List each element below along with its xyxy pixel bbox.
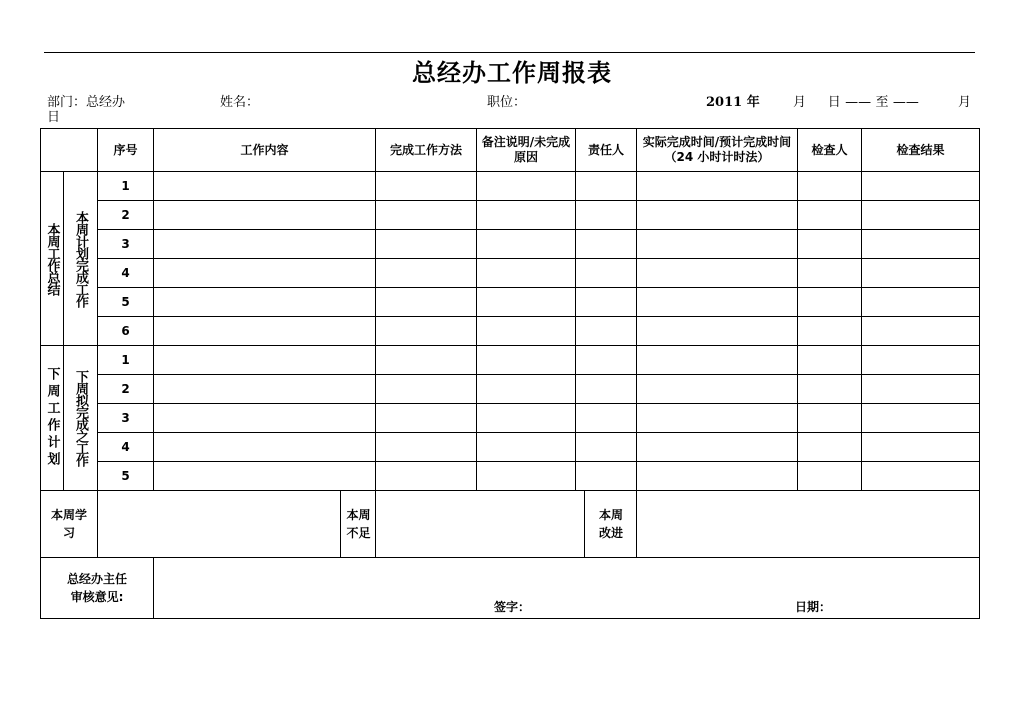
cell-result[interactable]: [862, 317, 980, 346]
cell-time[interactable]: [637, 230, 798, 259]
next-week-outer-cell: [41, 346, 64, 491]
cell-time[interactable]: [637, 288, 798, 317]
department-label: 部门：总经办: [47, 95, 126, 110]
table-row: [41, 346, 980, 375]
cell-checker[interactable]: [798, 259, 862, 288]
header-method: 完成工作方法: [376, 129, 477, 172]
study-label: 本周学习: [51, 508, 88, 540]
cell-result[interactable]: [862, 230, 980, 259]
cell-method[interactable]: [376, 230, 477, 259]
cell-owner[interactable]: [576, 201, 637, 230]
cell-method[interactable]: [376, 172, 477, 201]
cell-remarks[interactable]: [477, 201, 576, 230]
cell-checker[interactable]: [798, 172, 862, 201]
weekly-reflection-row: [41, 491, 980, 558]
cell-time[interactable]: [637, 317, 798, 346]
cell-content[interactable]: [154, 433, 376, 462]
cell-owner[interactable]: [576, 462, 637, 491]
cell-remarks[interactable]: [477, 462, 576, 491]
row-number: 5: [98, 462, 154, 491]
review-input[interactable]: [154, 558, 980, 619]
cell-checker[interactable]: [798, 230, 862, 259]
header-checker: 检查人: [798, 129, 862, 172]
cell-owner[interactable]: [576, 433, 637, 462]
header-time: 实际完成时间/预计完成时间（24 小时计时法）: [637, 129, 798, 172]
cell-method[interactable]: [376, 462, 477, 491]
header-blank-cell: [41, 129, 98, 172]
cell-result[interactable]: [862, 172, 980, 201]
improve-label: 本周改进: [598, 508, 623, 540]
cell-owner[interactable]: [576, 404, 637, 433]
cell-method[interactable]: [376, 259, 477, 288]
name-label: 姓名：: [220, 95, 260, 110]
cell-time[interactable]: [637, 433, 798, 462]
next-week-inner-cell: [64, 346, 98, 491]
cell-remarks[interactable]: [477, 404, 576, 433]
cell-content[interactable]: [154, 259, 376, 288]
cell-time[interactable]: [637, 346, 798, 375]
shortfall-input[interactable]: [376, 491, 637, 558]
row-number: 1: [98, 172, 154, 201]
header-remarks: 备注说明/未完成原因: [477, 129, 576, 172]
table-row: [41, 259, 980, 288]
table-row: [41, 288, 980, 317]
header-row: [41, 129, 980, 172]
cell-method[interactable]: [376, 404, 477, 433]
study-input[interactable]: [98, 491, 376, 558]
cell-checker[interactable]: [798, 375, 862, 404]
improve-input[interactable]: [637, 491, 980, 558]
table-row: [41, 317, 980, 346]
cell-checker[interactable]: [798, 462, 862, 491]
cell-remarks[interactable]: [477, 346, 576, 375]
cell-content[interactable]: [154, 346, 376, 375]
cell-method[interactable]: [376, 375, 477, 404]
cell-method[interactable]: [376, 433, 477, 462]
cell-remarks[interactable]: [477, 375, 576, 404]
row-number: 3: [98, 230, 154, 259]
table-row: [41, 404, 980, 433]
cell-owner[interactable]: [576, 346, 637, 375]
cell-checker[interactable]: [798, 433, 862, 462]
cell-result[interactable]: [862, 462, 980, 491]
review-label: 总经办主任审核意见:: [66, 572, 127, 604]
cell-method[interactable]: [376, 346, 477, 375]
cell-result[interactable]: [862, 433, 980, 462]
this-week-outer-cell: [41, 172, 64, 346]
cell-checker[interactable]: [798, 201, 862, 230]
shortfall-label-cell: [340, 491, 376, 557]
cell-time[interactable]: [637, 172, 798, 201]
table-row: [41, 462, 980, 491]
this-week-inner-cell: [64, 172, 98, 346]
this-week-plan-label: 本周计划完成工作: [73, 210, 88, 307]
cell-owner[interactable]: [576, 230, 637, 259]
improve-label-cell: [584, 491, 637, 557]
cell-result[interactable]: [862, 375, 980, 404]
cell-checker[interactable]: [798, 404, 862, 433]
cell-content[interactable]: [154, 462, 376, 491]
cell-remarks[interactable]: [477, 433, 576, 462]
cell-method[interactable]: [376, 288, 477, 317]
study-label-cell: [41, 491, 98, 558]
cell-time[interactable]: [637, 375, 798, 404]
date-range-label: 月 日——至—— 月: [793, 95, 971, 110]
cell-time[interactable]: [637, 201, 798, 230]
shortfall-label: 本周不足: [346, 508, 371, 540]
cell-time[interactable]: [637, 462, 798, 491]
cell-result[interactable]: [862, 346, 980, 375]
date-range-label-wrap: 日: [47, 110, 61, 125]
weekly-report-table: [40, 128, 980, 619]
cell-content[interactable]: [154, 172, 376, 201]
cell-content[interactable]: [154, 288, 376, 317]
cell-content[interactable]: [154, 201, 376, 230]
header-result: 检查结果: [862, 129, 980, 172]
cell-checker[interactable]: [798, 288, 862, 317]
position-label: 职位：: [487, 95, 527, 110]
header-owner: 责任人: [576, 129, 637, 172]
review-label-cell: [41, 558, 154, 619]
table-row: [41, 201, 980, 230]
cell-remarks[interactable]: [477, 288, 576, 317]
cell-content[interactable]: [154, 230, 376, 259]
cell-remarks[interactable]: [477, 317, 576, 346]
review-row: [41, 558, 980, 619]
cell-remarks[interactable]: [477, 172, 576, 201]
row-number: 4: [98, 259, 154, 288]
row-number: 2: [98, 201, 154, 230]
cell-result[interactable]: [862, 201, 980, 230]
cell-owner[interactable]: [576, 375, 637, 404]
row-number: 3: [98, 404, 154, 433]
cell-owner[interactable]: [576, 172, 637, 201]
cell-checker[interactable]: [798, 346, 862, 375]
cell-checker[interactable]: [798, 317, 862, 346]
page-title: 总经办工作周报表: [412, 58, 612, 87]
cell-content[interactable]: [154, 404, 376, 433]
cell-owner[interactable]: [576, 288, 637, 317]
row-number: 1: [98, 346, 154, 375]
cell-owner[interactable]: [576, 317, 637, 346]
signature-label: 签字：: [494, 600, 531, 614]
cell-result[interactable]: [862, 259, 980, 288]
cell-result[interactable]: [862, 404, 980, 433]
cell-content[interactable]: [154, 375, 376, 404]
date-label: 日期：: [795, 600, 832, 614]
cell-remarks[interactable]: [477, 259, 576, 288]
cell-content[interactable]: [154, 317, 376, 346]
header-seq: 序号: [98, 129, 154, 172]
header-content: 工作内容: [154, 129, 376, 172]
row-number: 5: [98, 288, 154, 317]
row-number: 4: [98, 433, 154, 462]
row-number: 2: [98, 375, 154, 404]
table-row: [41, 230, 980, 259]
cell-owner[interactable]: [576, 259, 637, 288]
cell-method[interactable]: [376, 317, 477, 346]
next-week-plan-label: 下周工作计划: [44, 367, 60, 469]
table-row: [41, 433, 980, 462]
next-week-tasks-label: 下周拟完成之工作: [73, 370, 88, 466]
cell-remarks[interactable]: [477, 230, 576, 259]
cell-result[interactable]: [862, 288, 980, 317]
table-row: [41, 172, 980, 201]
row-number: 6: [98, 317, 154, 346]
cell-method[interactable]: [376, 201, 477, 230]
table-row: [41, 375, 980, 404]
cell-time[interactable]: [637, 259, 798, 288]
year-label: 2011 年: [706, 95, 760, 110]
cell-time[interactable]: [637, 404, 798, 433]
this-week-summary-label: 本周工作总结: [44, 222, 60, 295]
